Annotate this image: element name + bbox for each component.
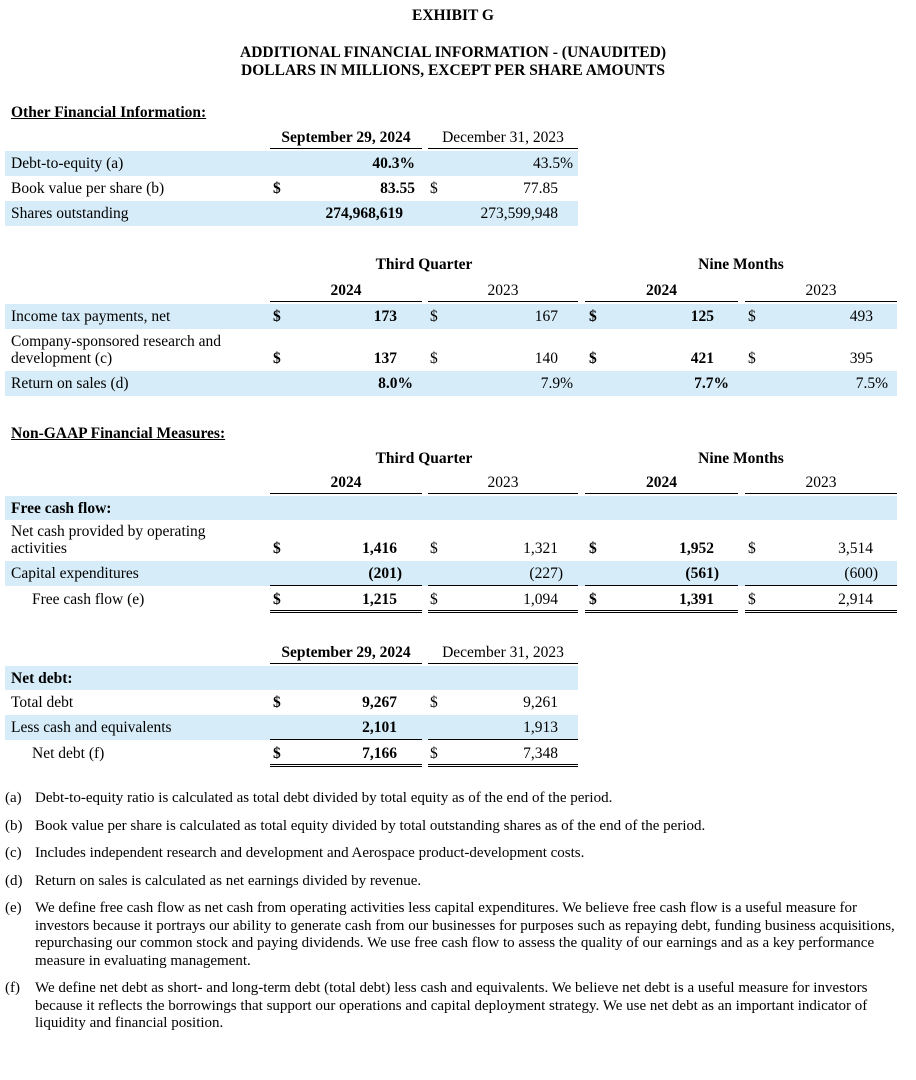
quarterly-table xyxy=(0,254,916,399)
row-label-line-1: Net cash provided by operating xyxy=(11,523,206,540)
value: 7.9% xyxy=(540,375,573,392)
header-nine-months: Nine Months xyxy=(698,450,784,467)
value: 7.5% xyxy=(855,375,888,392)
exhibit-label: EXHIBIT G xyxy=(412,7,494,24)
currency: $ xyxy=(430,350,438,367)
row-label: Book value per share (b) xyxy=(11,180,165,197)
table-row-fcf-title xyxy=(5,496,897,520)
col-header-q-2024: 2024 xyxy=(270,472,422,494)
table-row xyxy=(5,520,897,560)
title-line-1: ADDITIONAL FINANCIAL INFORMATION - (UNAUDITED) xyxy=(240,44,666,61)
value: 421 xyxy=(690,350,714,367)
col-header-n-2023: 2023 xyxy=(745,280,897,302)
currency: $ xyxy=(430,745,438,762)
net-debt-table xyxy=(0,642,916,772)
title-line-2: DOLLARS IN MILLIONS, EXCEPT PER SHARE AMOUNTS xyxy=(241,62,665,79)
footnote-a xyxy=(5,790,900,808)
value: 167 xyxy=(534,308,558,325)
row-label xyxy=(11,330,221,370)
value: 1,391 xyxy=(679,591,714,608)
col-header-q-2023: 2023 xyxy=(428,280,578,302)
value: 140 xyxy=(534,350,558,367)
value-dec-2023: 77.85 xyxy=(523,180,558,197)
table-row xyxy=(5,330,897,370)
table-row xyxy=(5,304,897,329)
currency: $ xyxy=(273,694,281,711)
col-header-q-2023: 2023 xyxy=(428,472,578,494)
value-dec-2023: 9,261 xyxy=(523,694,558,711)
footnote-key: (a) xyxy=(5,790,22,806)
value: 1,094 xyxy=(523,591,558,608)
footnote-key: (d) xyxy=(5,872,23,889)
footnote-key: (e) xyxy=(5,900,22,916)
row-label: Free cash flow (e) xyxy=(32,591,145,608)
footnote-text: We define free cash flow as net cash from operating activities less capital expenditures. We believe free cash flow is a useful measure for investors because it portrays our ability to generate cash from our businesses for purposes such as repaying debt, funding business acquisitions, repurchasing our common stock and paying dividends. We use free cash flow to assess the quality of our earnings and as a key performance measure in evaluating management. xyxy=(35,900,895,969)
footnote-d xyxy=(5,873,900,891)
non-gaap-title: Non-GAAP Financial Measures: xyxy=(11,425,226,442)
value: 1,952 xyxy=(679,540,714,557)
table-row xyxy=(5,741,578,766)
footnote-text: Return on sales is calculated as net earnings divided by revenue. xyxy=(35,872,422,889)
value: 493 xyxy=(849,308,873,325)
value-dec-2023: 1,913 xyxy=(523,719,558,736)
row-label: Capital expenditures xyxy=(11,565,139,582)
currency: $ xyxy=(430,591,438,608)
value: (227) xyxy=(529,565,563,582)
header-third-quarter: Third Quarter xyxy=(375,256,473,273)
value-sep-2024: 83.55 xyxy=(380,180,415,197)
row-label: Debt-to-equity (a) xyxy=(11,155,124,172)
footnote-text: We define net debt as short- and long-term debt (total debt) less cash and equivalents. We believe net debt is a useful measure for investors because it reflects the borrowings that support our operations and capital deployment strategy. We use net debt as an important indicator of liquidity and financial position. xyxy=(35,980,868,1031)
row-label: Total debt xyxy=(11,694,74,711)
footnote-text: Debt-to-equity ratio is calculated as total debt divided by total equity as of the end of the period. xyxy=(35,790,613,806)
value-sep-2024: 274,968,619 xyxy=(325,205,403,222)
currency: $ xyxy=(430,308,438,325)
footnote-text: Includes independent research and development and Aerospace product-development costs. xyxy=(35,845,585,861)
table-row xyxy=(5,201,578,226)
value-dec-2023: 273,599,948 xyxy=(480,205,558,222)
currency: $ xyxy=(273,745,281,762)
currency: $ xyxy=(589,540,597,557)
value: 3,514 xyxy=(838,540,873,557)
currency: $ xyxy=(748,308,756,325)
row-label xyxy=(11,520,206,560)
col-header-q-2024: 2024 xyxy=(270,280,422,302)
value-sep-2024: 2,101 xyxy=(362,719,397,736)
table-row xyxy=(5,371,897,396)
value: 1,321 xyxy=(523,540,558,557)
col-header-n-2024: 2024 xyxy=(585,472,738,494)
header-nine-months: Nine Months xyxy=(698,256,784,273)
col-header-n-2024: 2024 xyxy=(585,280,738,302)
footnote-key: (c) xyxy=(5,845,22,861)
currency: $ xyxy=(273,180,281,197)
row-label: Less cash and equivalents xyxy=(11,719,172,736)
value: 173 xyxy=(373,308,397,325)
row-label: Return on sales (d) xyxy=(11,375,129,392)
other-financial-title: Other Financial Information: xyxy=(11,104,207,121)
footnote-c xyxy=(5,845,900,863)
table-row xyxy=(5,587,897,612)
row-label: Free cash flow: xyxy=(11,499,112,517)
footnotes xyxy=(5,790,900,1043)
value: 125 xyxy=(690,308,714,325)
currency: $ xyxy=(748,540,756,557)
value: 1,416 xyxy=(362,540,397,557)
other-financial-table xyxy=(0,127,916,227)
table-row xyxy=(5,715,578,740)
footnote-e xyxy=(5,900,900,970)
table-row xyxy=(5,690,578,715)
col-header-n-2023: 2023 xyxy=(745,472,897,494)
table-row xyxy=(5,176,578,201)
col-header-dec-2023: December 31, 2023 xyxy=(428,642,578,664)
currency: $ xyxy=(748,591,756,608)
currency: $ xyxy=(273,540,281,557)
footnote-key: (b) xyxy=(5,817,23,834)
value: 2,914 xyxy=(838,591,873,608)
currency: $ xyxy=(430,540,438,557)
table-row-net-debt-title xyxy=(5,666,578,690)
row-label-line-2: development (c) xyxy=(11,350,113,367)
value: (201) xyxy=(368,565,402,582)
value-sep-2024: 40.3% xyxy=(372,155,415,172)
document-header xyxy=(0,7,906,80)
row-label: Shares outstanding xyxy=(11,205,129,222)
row-label-line-1: Company-sponsored research and xyxy=(11,333,222,350)
value-dec-2023: 7,348 xyxy=(523,745,558,762)
currency: $ xyxy=(748,350,756,367)
currency: $ xyxy=(273,308,281,325)
free-cash-flow-table xyxy=(0,448,916,618)
col-header-sep-2024: September 29, 2024 xyxy=(270,127,422,149)
footnote-b xyxy=(5,818,900,836)
row-label: Net debt: xyxy=(11,669,73,687)
footnote-text: Book value per share is calculated as total equity divided by total outstanding shares as of the end of the period. xyxy=(35,817,706,834)
currency: $ xyxy=(589,350,597,367)
value-dec-2023: 43.5% xyxy=(532,155,573,172)
row-label-line-2: activities xyxy=(11,540,67,557)
table-row xyxy=(5,151,578,176)
value-sep-2024: 9,267 xyxy=(362,694,397,711)
currency: $ xyxy=(273,350,281,367)
col-header-dec-2023: December 31, 2023 xyxy=(428,127,578,149)
footnote-f xyxy=(5,980,900,1033)
table-row xyxy=(5,561,897,586)
currency: $ xyxy=(430,180,438,197)
currency: $ xyxy=(430,694,438,711)
row-label: Net debt (f) xyxy=(32,745,105,762)
value: 395 xyxy=(849,350,873,367)
row-label: Income tax payments, net xyxy=(11,308,171,325)
currency: $ xyxy=(589,308,597,325)
value: (600) xyxy=(844,565,878,582)
value: 7.7% xyxy=(694,375,729,392)
currency: $ xyxy=(273,591,281,608)
footnote-key: (f) xyxy=(5,980,20,996)
header-third-quarter: Third Quarter xyxy=(375,450,473,467)
value: 137 xyxy=(373,350,397,367)
value: 8.0% xyxy=(378,375,413,392)
value-sep-2024: 7,166 xyxy=(362,745,397,762)
value: (561) xyxy=(685,565,719,582)
col-header-sep-2024: September 29, 2024 xyxy=(270,642,422,664)
currency: $ xyxy=(589,591,597,608)
value: 1,215 xyxy=(362,591,397,608)
